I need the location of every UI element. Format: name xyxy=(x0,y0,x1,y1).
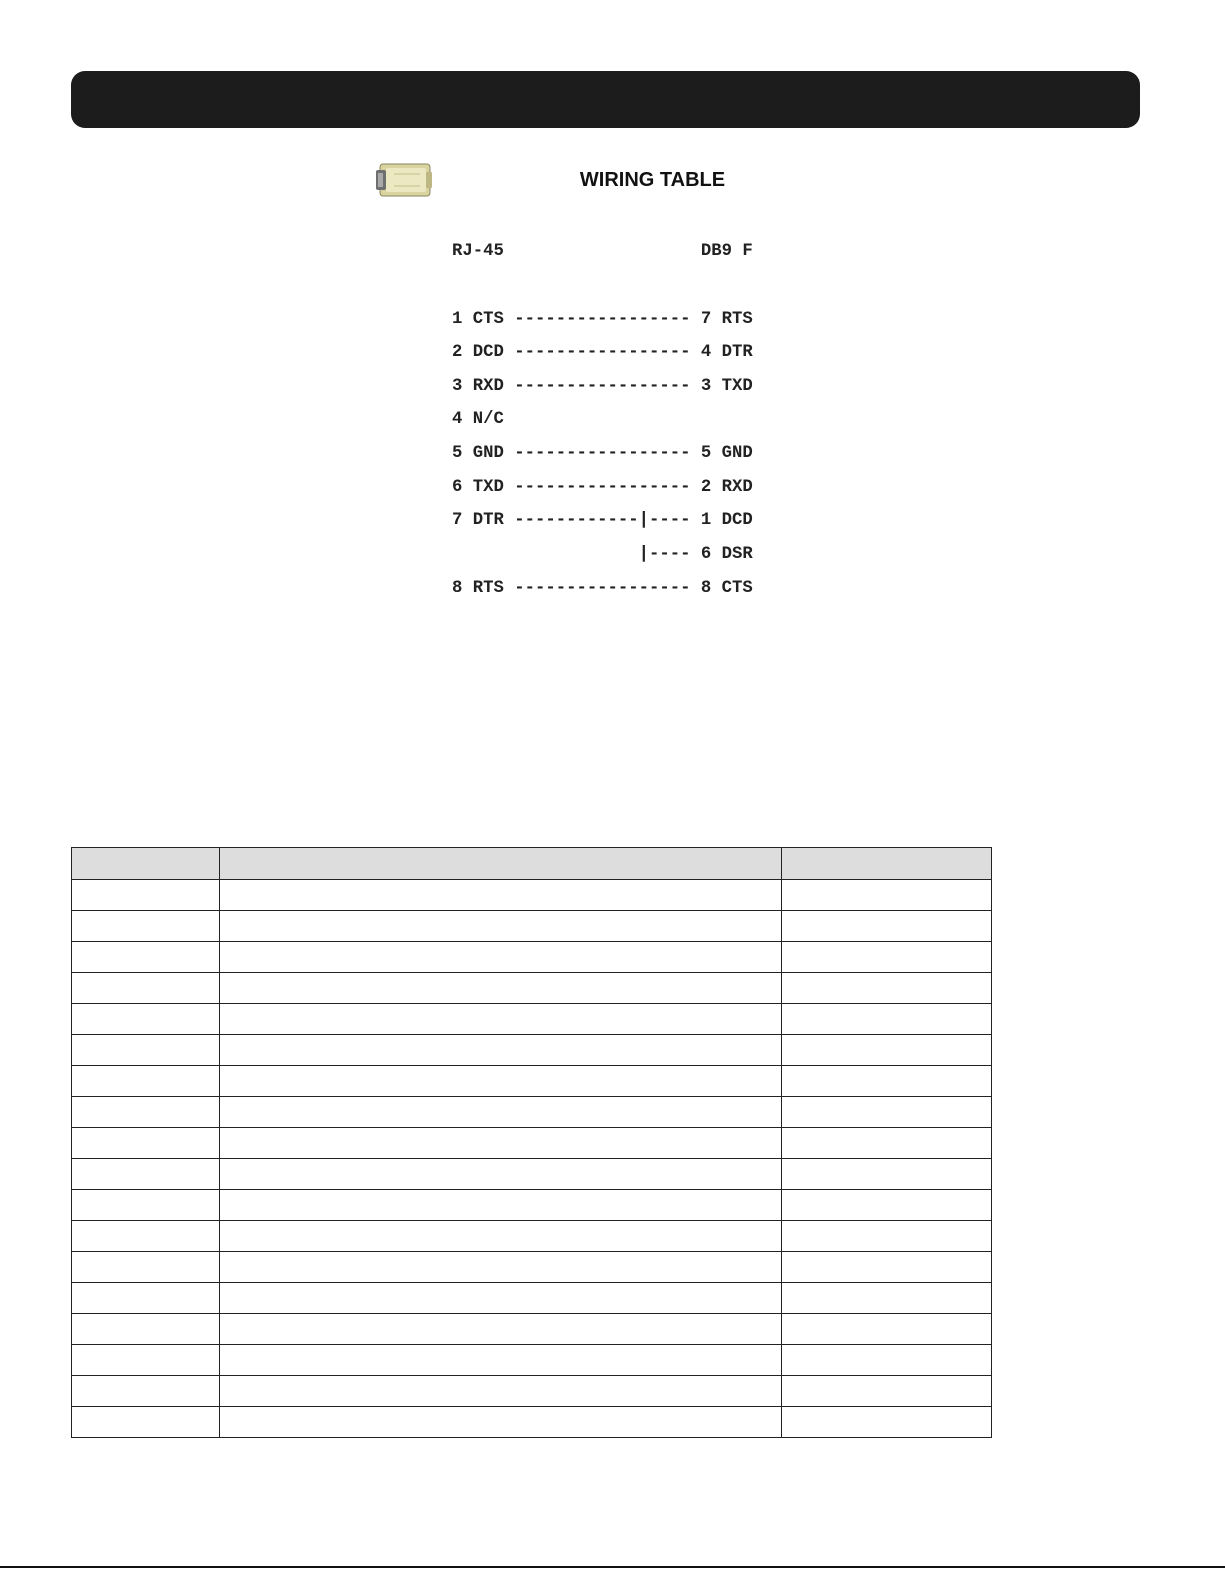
table-row xyxy=(72,1252,992,1283)
table-cell xyxy=(72,973,220,1004)
table-cell xyxy=(72,1283,220,1314)
table-cell xyxy=(220,1252,782,1283)
wiring-line: RJ-45 DB9 F xyxy=(452,242,753,261)
wiring-line: 3 RXD ----------------- 3 TXD xyxy=(452,377,753,396)
table-cell xyxy=(782,1345,992,1376)
table-cell xyxy=(782,1035,992,1066)
table-cell xyxy=(782,1159,992,1190)
table-row xyxy=(72,1221,992,1252)
table-cell xyxy=(220,1097,782,1128)
table-cell xyxy=(72,880,220,911)
table-cell xyxy=(782,1376,992,1407)
wiring-line: 8 RTS ----------------- 8 CTS xyxy=(452,579,753,598)
table-cell xyxy=(220,1128,782,1159)
table-cell xyxy=(782,1190,992,1221)
table-cell xyxy=(782,973,992,1004)
table-row xyxy=(72,1345,992,1376)
table-cell xyxy=(782,1004,992,1035)
table-cell xyxy=(220,973,782,1004)
table-cell xyxy=(220,942,782,973)
header-bar xyxy=(71,71,1140,128)
wiring-line: |---- 6 DSR xyxy=(452,545,753,564)
table-row xyxy=(72,880,992,911)
wiring-line: 2 DCD ----------------- 4 DTR xyxy=(452,343,753,362)
table-cell xyxy=(72,1190,220,1221)
table-cell xyxy=(220,880,782,911)
table-cell xyxy=(220,1345,782,1376)
table-cell xyxy=(72,1221,220,1252)
table-row xyxy=(72,973,992,1004)
table-cell xyxy=(782,1283,992,1314)
wiring-line: 4 N/C xyxy=(452,410,504,429)
table-cell xyxy=(220,1159,782,1190)
column-header xyxy=(220,848,782,880)
table-cell xyxy=(72,1376,220,1407)
table-row xyxy=(72,1376,992,1407)
table-cell xyxy=(782,880,992,911)
table-cell xyxy=(220,1376,782,1407)
table-row xyxy=(72,1004,992,1035)
table-cell xyxy=(782,1314,992,1345)
table-cell xyxy=(220,911,782,942)
table-row xyxy=(72,1035,992,1066)
table-cell xyxy=(72,1128,220,1159)
wiring-line: 5 GND ----------------- 5 GND xyxy=(452,444,753,463)
table-cell xyxy=(72,1252,220,1283)
table-row xyxy=(72,1066,992,1097)
table-cell xyxy=(72,1035,220,1066)
table-cell xyxy=(72,911,220,942)
table-cell xyxy=(72,942,220,973)
table-row xyxy=(72,911,992,942)
wiring-line: 6 TXD ----------------- 2 RXD xyxy=(452,478,753,497)
table-cell xyxy=(72,1159,220,1190)
table-cell xyxy=(782,911,992,942)
table-cell xyxy=(72,1407,220,1438)
table-cell xyxy=(72,1004,220,1035)
table-row xyxy=(72,1314,992,1345)
db9-connector-icon xyxy=(374,158,436,202)
table-cell xyxy=(782,1097,992,1128)
table-cell xyxy=(782,1066,992,1097)
table-cell xyxy=(220,1221,782,1252)
table-row xyxy=(72,1097,992,1128)
table-cell xyxy=(220,1407,782,1438)
table-row xyxy=(72,1190,992,1221)
table-row xyxy=(72,1159,992,1190)
table-cell xyxy=(72,1066,220,1097)
column-header xyxy=(782,848,992,880)
table-row xyxy=(72,1128,992,1159)
wiring-line: 1 CTS ----------------- 7 RTS xyxy=(452,310,753,329)
table-cell xyxy=(220,1066,782,1097)
footer-rule xyxy=(0,1566,1225,1568)
table-header-row xyxy=(72,848,992,880)
wiring-line: 7 DTR ------------|---- 1 DCD xyxy=(452,511,753,530)
table-row xyxy=(72,1407,992,1438)
table-cell xyxy=(220,1004,782,1035)
table-cell xyxy=(782,1128,992,1159)
table-cell xyxy=(220,1190,782,1221)
wiring-table-title: WIRING TABLE xyxy=(579,169,726,191)
table-cell xyxy=(782,1407,992,1438)
table-cell xyxy=(220,1314,782,1345)
table-cell xyxy=(72,1097,220,1128)
pin-table xyxy=(71,847,992,1438)
table-cell xyxy=(782,942,992,973)
table-row xyxy=(72,942,992,973)
table-cell xyxy=(782,1252,992,1283)
table-row xyxy=(72,1283,992,1314)
table-cell xyxy=(220,1283,782,1314)
table-cell xyxy=(220,1035,782,1066)
column-header xyxy=(72,848,220,880)
table-cell xyxy=(72,1314,220,1345)
table-cell xyxy=(782,1221,992,1252)
table-cell xyxy=(72,1345,220,1376)
